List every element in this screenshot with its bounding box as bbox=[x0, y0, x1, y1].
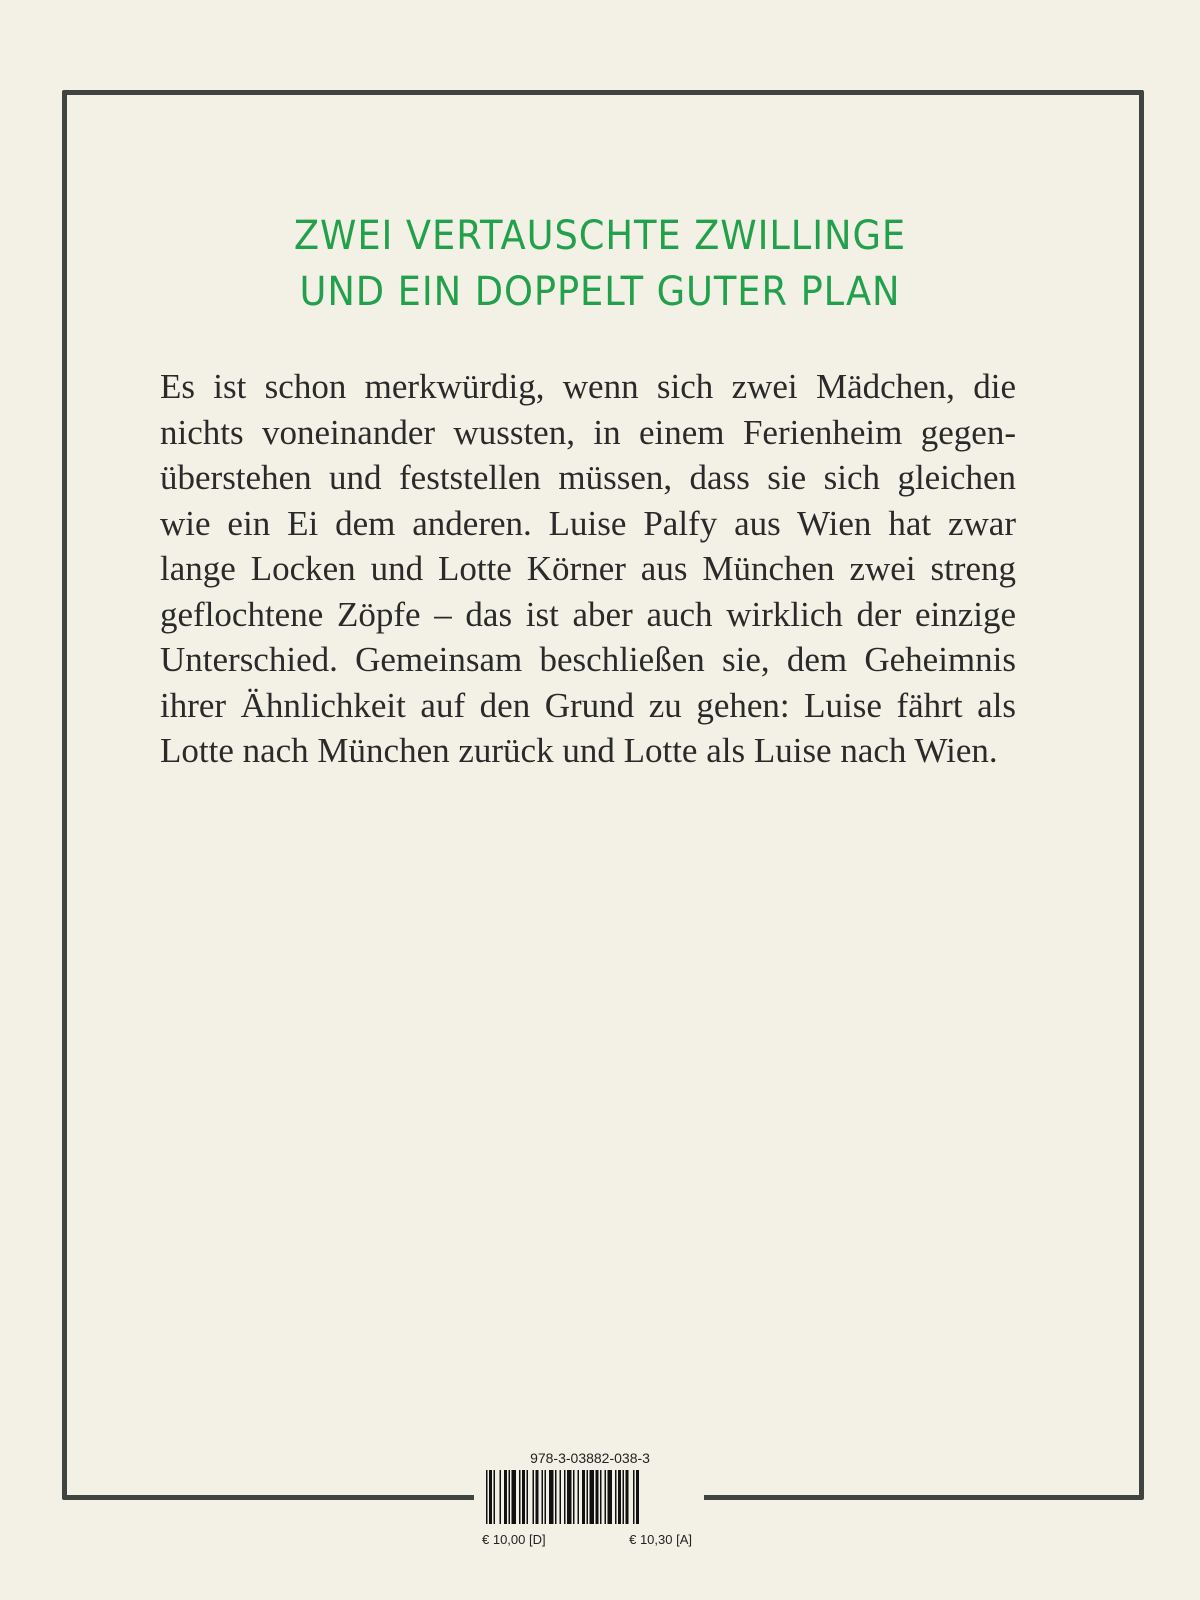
price-germany: € 10,00 [D] bbox=[482, 1532, 546, 1547]
barcode-bar bbox=[564, 1470, 566, 1524]
barcode-bar bbox=[605, 1470, 607, 1524]
blurb-line: wie ein Ei dem anderen. Luise Palfy aus Wien hat zwar bbox=[160, 503, 1016, 543]
blurb-line: ihrer Ähnlichkeit auf den Grund zu gehen: Luise fährt als bbox=[160, 685, 1016, 725]
barcode-bar bbox=[582, 1470, 585, 1524]
barcode-bar bbox=[512, 1470, 517, 1524]
barcode-bar bbox=[623, 1470, 625, 1524]
barcode-bar bbox=[522, 1470, 525, 1524]
barcode-bar bbox=[486, 1470, 488, 1524]
barcode-bar bbox=[590, 1470, 595, 1524]
barcode-bar bbox=[626, 1470, 629, 1524]
barcode-bar bbox=[560, 1470, 562, 1524]
headline-line-1: ZWEI VERTAUSCHTE ZWILLINGE bbox=[293, 213, 907, 259]
barcode-bar bbox=[636, 1470, 639, 1524]
price-austria: € 10,30 [A] bbox=[629, 1532, 692, 1547]
barcode-block bbox=[480, 1450, 700, 1560]
barcode-bar bbox=[578, 1470, 580, 1524]
barcode-bar bbox=[608, 1470, 613, 1524]
barcode-bar bbox=[519, 1470, 521, 1524]
blurb-line: Es ist schon merkwürdig, wenn sich zwei Mädchen, die bbox=[160, 367, 1016, 406]
barcode-bar bbox=[633, 1470, 635, 1524]
blurb-line: geflochtene Zöpfe – das ist aber auch wirklich der einzige bbox=[160, 594, 1016, 634]
blurb-line: lange Locken und Lotte Körner aus München zwei streng bbox=[160, 549, 1016, 588]
barcode-bar bbox=[615, 1470, 617, 1524]
blurb-text bbox=[160, 364, 1016, 774]
headline bbox=[195, 208, 1005, 320]
blurb-line: Lotte nach München zurück und Lotte als Luise nach Wien. bbox=[160, 731, 998, 770]
barcode-bar bbox=[545, 1470, 547, 1524]
barcode-bar bbox=[600, 1470, 602, 1524]
barcode-bar bbox=[489, 1470, 492, 1524]
barcode-icon bbox=[486, 1470, 694, 1524]
barcode-bar bbox=[527, 1470, 529, 1524]
barcode-bar bbox=[536, 1470, 539, 1524]
barcode-bar bbox=[542, 1470, 544, 1524]
barcode-bar bbox=[509, 1470, 511, 1524]
barcode-bar bbox=[596, 1470, 599, 1524]
barcode-bar bbox=[555, 1470, 557, 1524]
blurb-line: überstehen und feststellen müssen, dass sie sich gleichen bbox=[160, 458, 1016, 497]
barcode-bar bbox=[533, 1470, 535, 1524]
barcode-bar bbox=[494, 1470, 496, 1524]
blurb-line: nichts voneinander wussten, in einem Ferienheim gegen- bbox=[160, 412, 1016, 452]
barcode-bar bbox=[500, 1470, 502, 1524]
isbn-number: 978-3-03882-038-3 bbox=[530, 1450, 650, 1466]
barcode-bar bbox=[504, 1470, 507, 1524]
barcode-bar bbox=[573, 1470, 575, 1524]
barcode-bar bbox=[549, 1470, 554, 1524]
headline-line-2: UND EIN DOPPELT GUTER PLAN bbox=[299, 269, 901, 315]
barcode-bar bbox=[618, 1470, 621, 1524]
barcode-bar bbox=[567, 1470, 572, 1524]
barcode-bar bbox=[587, 1470, 589, 1524]
blurb-line: Unterschied. Gemeinsam beschließen sie, dem Geheimnis bbox=[160, 640, 1016, 679]
